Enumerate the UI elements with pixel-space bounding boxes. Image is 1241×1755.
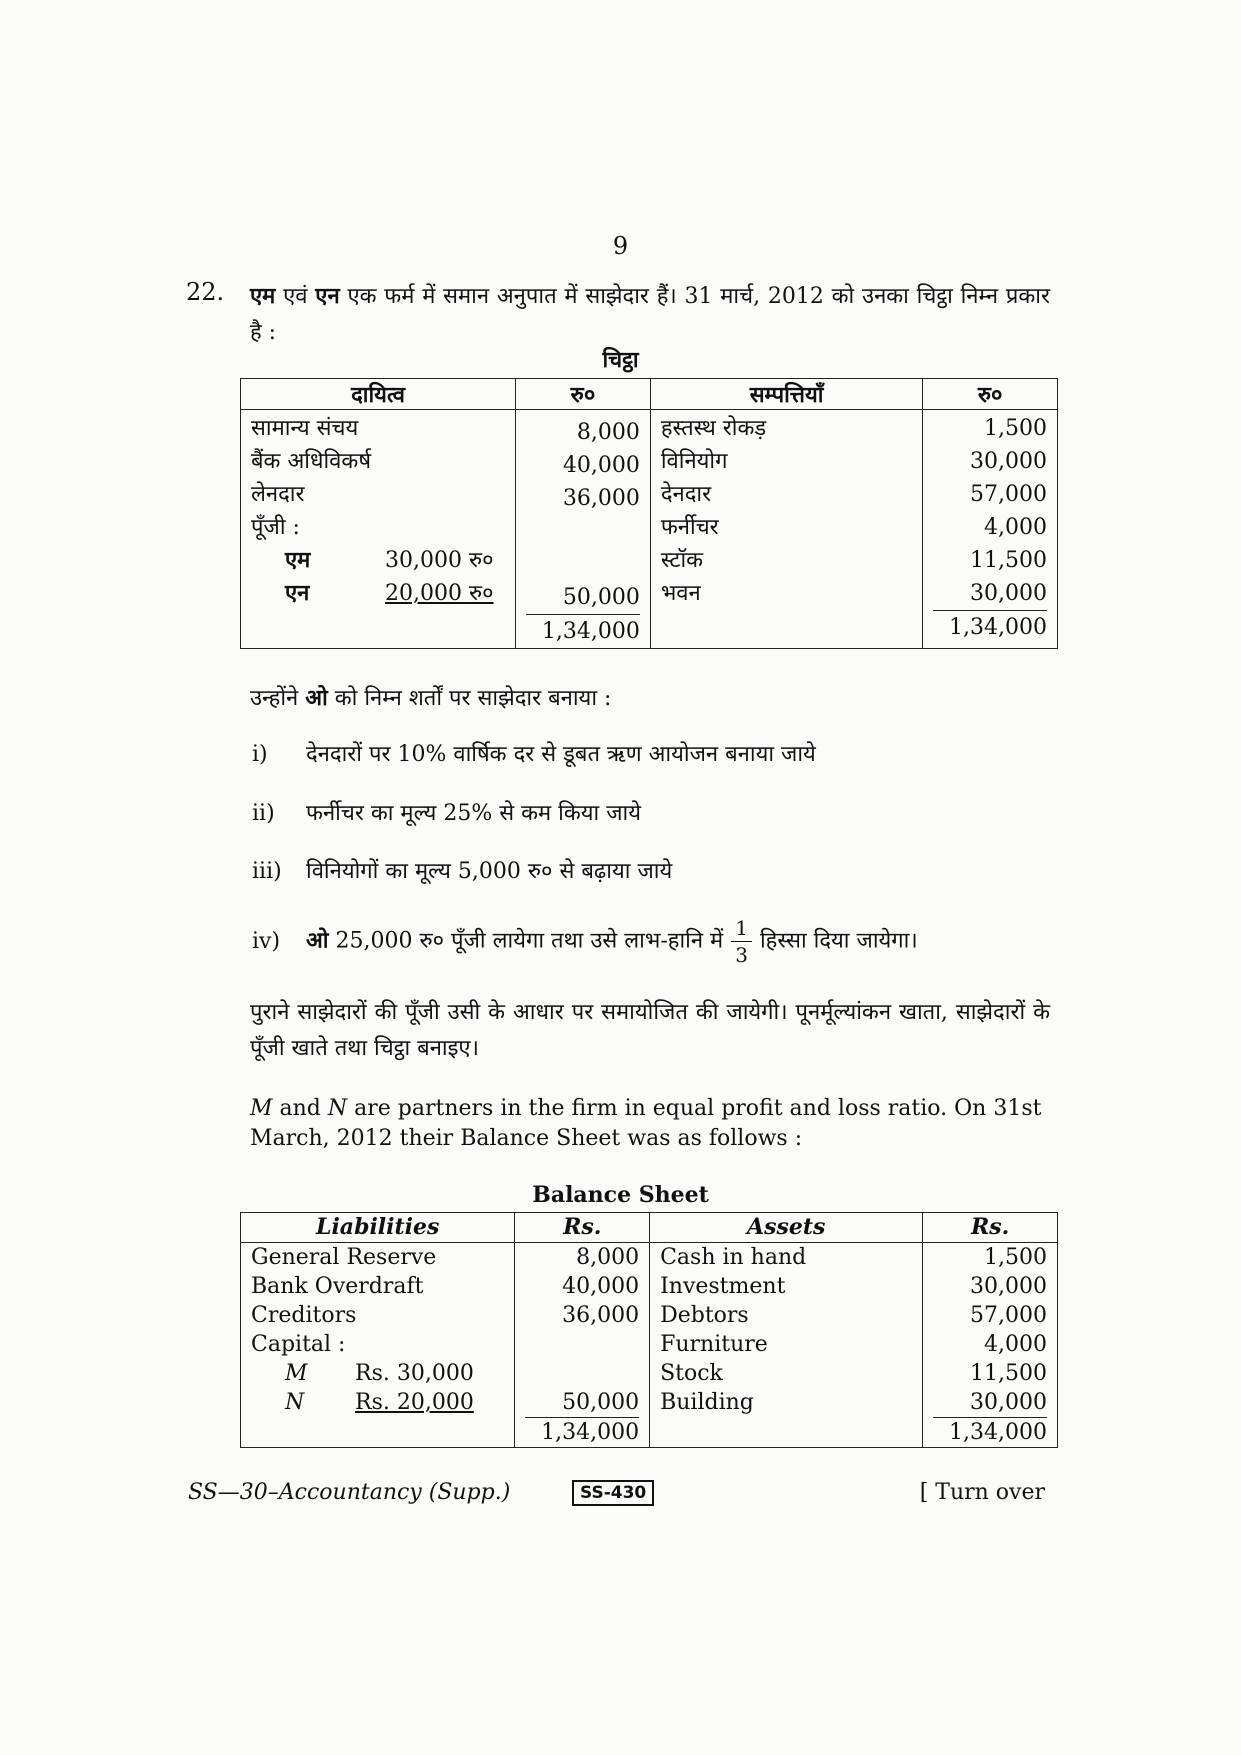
intro-and: and: [272, 1096, 328, 1121]
capital-m-name: M: [285, 1361, 308, 1386]
intro-and: एवं: [275, 284, 316, 309]
admission-post: को निम्न शर्तों पर साझेदार बनाया :: [327, 686, 612, 711]
col-rs: रु०: [516, 379, 651, 410]
asset-item: विनियोग: [660, 449, 728, 474]
liability-amount: 40,000: [562, 1274, 640, 1299]
liabilities-total: 1,34,000: [526, 614, 640, 648]
liability-item: बैंक अधिविकर्ष: [251, 449, 372, 474]
liability-item: Creditors: [251, 1303, 357, 1328]
english-intro: [250, 1094, 1050, 1154]
condition-roman: iv): [252, 928, 281, 954]
condition-4: [252, 915, 918, 968]
capital-total: 50,000: [562, 1390, 640, 1415]
hindi-closing: पुराने साझेदारों की पूँजी उसी के आधार पर समायोजित की जायेगी। पूनर्मूल्यांकन खाता, साझेदारों के पूँजी खाते तथा चिट्ठा बनाइए।: [250, 1000, 1050, 1061]
partner-n: N: [327, 1096, 348, 1121]
asset-amount: 4,000: [984, 515, 1047, 540]
condition-2: [252, 797, 641, 827]
condition-1: [252, 738, 816, 768]
capital-m-amount: 30,000 रु०: [385, 548, 494, 573]
asset-amount: 11,500: [970, 1361, 1047, 1386]
capital-m-name: एम: [285, 547, 311, 573]
partner-o: ओ: [306, 927, 329, 954]
col-liabilities: Liabilities: [241, 1213, 515, 1243]
liability-item: सामान्य संचय: [251, 416, 359, 441]
condition-roman: iii): [252, 859, 282, 884]
col-rs: Rs.: [923, 1213, 1058, 1243]
partner-m-hindi: एम: [250, 283, 276, 309]
asset-amount: 30,000: [970, 581, 1047, 606]
capital-m-row: [251, 1359, 504, 1388]
fraction-denominator: 3: [735, 943, 748, 967]
footer-turn-over: [ Turn over: [919, 1480, 1045, 1505]
col-rs: Rs.: [515, 1213, 650, 1243]
liability-item: General Reserve: [251, 1245, 437, 1270]
hindi-table-title: चिट्ठा: [602, 347, 639, 373]
asset-item: हस्तस्थ रोकड़: [660, 416, 767, 441]
asset-item: Cash in hand: [660, 1245, 807, 1270]
col-rs: रु०: [923, 379, 1058, 410]
col-liabilities: दायित्व: [241, 379, 516, 410]
liability-amount: 36,000: [562, 1303, 640, 1328]
asset-item: Furniture: [660, 1332, 768, 1357]
condition-text: विनियोगों का मूल्य 5,000 रु० से बढ़ाया जाये: [306, 859, 673, 884]
capital-m-amount: Rs. 30,000: [355, 1361, 474, 1386]
liability-item: Capital :: [251, 1332, 346, 1357]
col-assets: सम्पत्तियाँ: [650, 379, 922, 410]
intro-rest: एक फर्म में समान अनुपात में साझेदार हैं। 31 मार्च, 2012 को उनका चिट्ठा निम्न प्रकार है :: [250, 284, 1050, 345]
asset-item: Investment: [660, 1274, 786, 1299]
condition-text: 25,000 रु० पूँजी लायेगा तथा उसे लाभ-हानि में: [328, 928, 724, 954]
partner-o: ओ: [305, 685, 328, 711]
asset-item: फर्नीचर: [660, 515, 719, 540]
liability-amount: 40,000: [562, 453, 640, 478]
intro-rest: are partners in the firm in equal profit and loss ratio. On 31st March, 2012 their Balance Sheet was as follows :: [250, 1096, 1042, 1151]
footer-box-code: SS-430: [572, 1480, 654, 1506]
asset-amount: 30,000: [970, 1390, 1047, 1415]
capital-total: 50,000: [562, 585, 640, 610]
capital-n-name: एन: [285, 580, 310, 606]
asset-item: देनदार: [660, 482, 712, 507]
asset-amount: 1,500: [984, 416, 1047, 441]
liabilities-total: 1,34,000: [525, 1417, 639, 1447]
liability-amount: 8,000: [576, 420, 640, 445]
asset-amount: 57,000: [970, 1303, 1047, 1328]
liability-item: पूँजी :: [251, 515, 300, 540]
question-number: 22.: [186, 278, 225, 306]
capital-n-amount: Rs. 20,000: [355, 1390, 474, 1415]
footer-paper-code: SS—30–Accountancy (Supp.): [188, 1480, 511, 1505]
liability-amount: 8,000: [576, 1245, 640, 1270]
english-balance-sheet: [240, 1212, 1058, 1448]
hindi-balance-sheet: [240, 378, 1058, 649]
capital-m-row: [251, 544, 505, 577]
fraction-one-third: [731, 915, 752, 968]
partner-m: M: [250, 1096, 273, 1121]
asset-amount: 11,500: [970, 548, 1047, 573]
fraction-numerator: 1: [731, 915, 752, 942]
liability-item: Bank Overdraft: [251, 1274, 424, 1299]
condition-roman: i): [252, 742, 268, 767]
page-number: 9: [612, 232, 629, 260]
condition-3: [252, 855, 672, 885]
asset-item: भवन: [660, 581, 701, 606]
condition-text: देनदारों पर 10% वार्षिक दर से डूबत ऋण आयोजन बनाया जाये: [306, 742, 816, 767]
asset-amount: 30,000: [970, 1274, 1047, 1299]
condition-text: फर्नीचर का मूल्य 25% से कम किया जाये: [306, 801, 642, 826]
partner-n-hindi: एन: [315, 283, 340, 309]
capital-n-amount: 20,000 रु०: [385, 581, 494, 606]
capital-n-row: [251, 577, 505, 610]
capital-n-name: N: [285, 1390, 305, 1415]
liability-amount: 36,000: [562, 486, 640, 511]
asset-item: Building: [660, 1390, 754, 1415]
asset-item: Debtors: [660, 1303, 749, 1328]
asset-item: स्टॉक: [660, 548, 704, 573]
condition-roman: ii): [252, 801, 275, 826]
asset-amount: 4,000: [984, 1332, 1047, 1357]
english-table-title: Balance Sheet: [532, 1182, 709, 1208]
admission-line: [250, 680, 1050, 717]
asset-amount: 57,000: [970, 482, 1047, 507]
assets-total: 1,34,000: [933, 1417, 1047, 1447]
capital-n-row: [251, 1388, 504, 1417]
condition-text: हिस्सा दिया जायेगा।: [759, 928, 918, 954]
col-assets: Assets: [650, 1213, 923, 1243]
assets-total: 1,34,000: [933, 610, 1047, 644]
asset-amount: 1,500: [984, 1245, 1047, 1270]
liability-item: लेनदार: [251, 482, 305, 507]
admission-pre: उन्होंने: [250, 686, 306, 711]
asset-amount: 30,000: [970, 449, 1047, 474]
hindi-intro: [250, 278, 1050, 351]
asset-item: Stock: [660, 1361, 723, 1386]
